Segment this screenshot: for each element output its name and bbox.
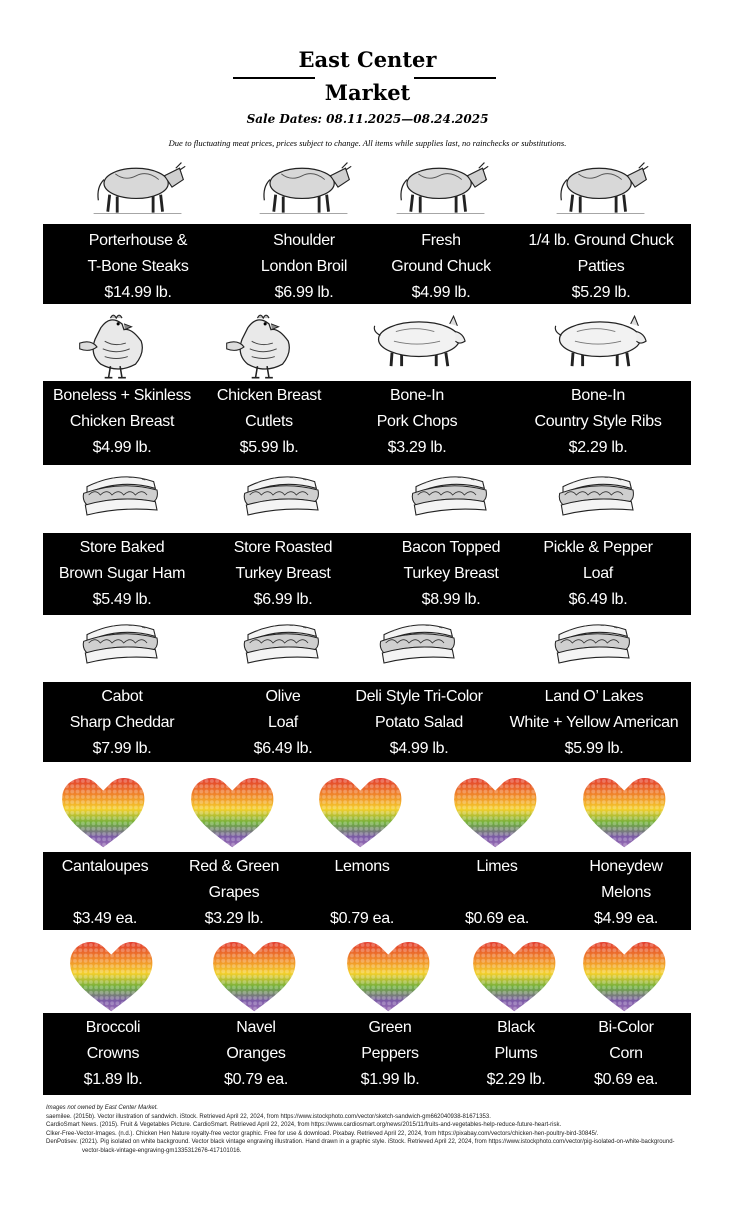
product-price: $1.89 lb. <box>83 1071 143 1088</box>
product-item <box>503 383 693 461</box>
heart-illustration <box>59 770 151 852</box>
product-name-line2: Turkey Breast <box>235 565 331 582</box>
store-title-line1: East Center <box>298 47 437 72</box>
sandwich-illustration <box>544 618 644 678</box>
cow-illustration <box>551 155 651 223</box>
heart-illustration <box>344 936 436 1014</box>
sandwich-illustration <box>233 618 333 678</box>
sandwich-illustration <box>401 470 501 530</box>
product-name-line1: Deli Style Tri-Color <box>355 688 483 705</box>
sandwich-illustration <box>548 470 648 530</box>
product-price: $0.69 ea. <box>464 910 530 927</box>
product-name-line1: Bone-In <box>571 387 625 404</box>
product-name-line2: Chicken Breast <box>69 413 175 430</box>
product-name-line1: Porterhouse & <box>88 232 188 249</box>
heart-illustration <box>451 770 543 852</box>
sandwich-illustration <box>72 470 172 530</box>
credits-heading: Images not owned by East Center Market. <box>46 1105 159 1111</box>
credit-entry: saemilee. (2015b). Vector illustration of sandwich. iStock. Retrieved April 22, 2024, from https://www.istockphoto.com/vector/sketch-sandwich-gm662040938-81671353. <box>46 1113 491 1120</box>
product-name-line1: Red & Green <box>188 858 280 875</box>
product-price: $0.79 ea. <box>223 1071 289 1088</box>
product-name-line1: Broccoli <box>85 1019 141 1036</box>
product-name-line1: Store Baked <box>79 539 165 556</box>
product-price: $3.29 lb. <box>387 439 447 456</box>
product-price: $5.99 lb. <box>239 439 299 456</box>
product-price: $0.69 ea. <box>593 1071 659 1088</box>
product-name-line2: London Broil <box>260 258 348 275</box>
product-name-line2: Oranges <box>226 1045 286 1062</box>
pig-illustration <box>548 309 648 381</box>
product-name-line1: Boneless + Skinless <box>53 387 191 404</box>
product-price: $3.29 lb. <box>204 910 264 927</box>
product-name-line1: Cabot <box>101 688 143 705</box>
product-name-line1: Bi-Color <box>598 1019 654 1036</box>
product-item <box>499 684 689 762</box>
product-name-line2: Ground Chuck <box>391 258 491 275</box>
product-item <box>188 535 378 613</box>
product-item <box>503 535 693 613</box>
image-credits <box>46 1104 696 1156</box>
product-price: $6.99 lb. <box>274 284 334 301</box>
heart-illustration <box>580 936 672 1014</box>
product-price: $6.49 lb. <box>253 740 313 757</box>
heart-illustration <box>470 936 562 1014</box>
product-name-line1: Cantaloupes <box>61 858 149 875</box>
product-item <box>324 684 514 762</box>
credit-entry: CardioSmart News. (2015). Fruit & Vegetables Picture. CardioSmart. Retrieved April 22, 2024, from https://www.cardiosmart.org/news/2015/11/fruits-and-vegetables-help-reduce-future-heart-risk. <box>46 1122 562 1129</box>
heart-illustration <box>316 770 408 852</box>
product-name-line1: Bone-In <box>390 387 444 404</box>
product-name-line1: Shoulder <box>273 232 335 249</box>
product-price: $1.99 lb. <box>360 1071 420 1088</box>
product-name-line2: Cutlets <box>245 413 293 430</box>
title-rule-left <box>233 77 315 79</box>
heart-illustration <box>210 936 302 1014</box>
product-price: $6.49 lb. <box>568 591 628 608</box>
cow-illustration <box>391 155 491 223</box>
product-price: $5.29 lb. <box>571 284 631 301</box>
product-name-line1: Pickle & Pepper <box>543 539 653 556</box>
product-price: $5.49 lb. <box>92 591 152 608</box>
product-name-line1: Green <box>368 1019 412 1036</box>
product-price: $4.99 lb. <box>389 740 449 757</box>
product-price: $4.99 ea. <box>593 910 659 927</box>
product-name-line2: Grapes <box>208 884 260 901</box>
product-name-line2: Peppers <box>361 1045 419 1062</box>
product-name-line2: Potato Salad <box>374 714 464 731</box>
product-name-line2: Country Style Ribs <box>534 413 662 430</box>
sandwich-illustration <box>233 470 333 530</box>
product-name-line2: Sharp Cheddar <box>69 714 175 731</box>
product-item <box>322 383 512 461</box>
sale-dates: Sale Dates: 08.11.2025—08.24.2025 <box>246 112 489 126</box>
product-name-line2: Loaf <box>268 714 298 731</box>
product-item <box>531 1015 721 1093</box>
product-name-line1: Black <box>497 1019 535 1036</box>
heart-illustration <box>188 770 280 852</box>
product-name-line2: Corn <box>609 1045 643 1062</box>
product-price: $14.99 lb. <box>104 284 172 301</box>
heart-illustration <box>67 936 159 1014</box>
product-name-line2: Turkey Breast <box>403 565 499 582</box>
credit-entry-continuation: vector-black-vintage-engraving-gm1335312676-417101016. <box>82 1147 242 1154</box>
product-name-line1: Lemons <box>334 858 390 875</box>
chicken-illustration <box>72 309 172 381</box>
product-item <box>43 228 233 306</box>
product-price: $8.99 lb. <box>421 591 481 608</box>
product-name-line2: Melons <box>601 884 651 901</box>
product-price: $6.99 lb. <box>253 591 313 608</box>
product-price: $5.99 lb. <box>564 740 624 757</box>
product-name-line2: T-Bone Steaks <box>87 258 189 275</box>
chicken-illustration <box>219 309 319 381</box>
credit-entry: Clker-Free-Vector-Images. (n.d.). Chicken Hen Nature royalty-free vector graphic. Free for use & download. Pixabay. Retrieved April 22, 2024, from https://pixabay.com/vectors/chicken-hen-poultry-bird-30845/. <box>46 1130 599 1137</box>
credit-entry: DenPotisev. (2021). Pig isolated on white background. Vector black vintage engraving illustration. Hand drawn in a graphic style. iStock. Retrieved April 22, 2024, from https://www.istockphoto.com/vector/pig-isolated-on-white-background- <box>46 1139 675 1146</box>
product-name-line1: 1/4 lb. Ground Chuck <box>528 232 674 249</box>
product-name-line1: Bacon Topped <box>401 539 501 556</box>
sandwich-illustration <box>369 618 469 678</box>
product-price: $2.29 lb. <box>568 439 628 456</box>
product-name-line1: Limes <box>476 858 518 875</box>
product-price: $7.99 lb. <box>92 740 152 757</box>
product-name-line1: Navel <box>236 1019 276 1036</box>
sandwich-illustration <box>72 618 172 678</box>
product-item <box>531 854 721 927</box>
product-item <box>506 228 696 306</box>
product-price: $4.99 lb. <box>92 439 152 456</box>
product-price: $2.29 lb. <box>486 1071 546 1088</box>
product-name-line2: Brown Sugar Ham <box>58 565 186 582</box>
product-name-line1: Land O’ Lakes <box>544 688 644 705</box>
product-name-line2: Crowns <box>86 1045 140 1062</box>
product-name-line1: Olive <box>265 688 301 705</box>
product-name-line2: Plums <box>494 1045 538 1062</box>
cow-illustration <box>254 155 354 223</box>
product-name-line2: Loaf <box>583 565 613 582</box>
product-name-line2: Patties <box>577 258 625 275</box>
store-title-line2: Market <box>324 80 411 105</box>
pig-illustration <box>367 309 467 381</box>
product-price: $4.99 lb. <box>411 284 471 301</box>
product-name-line2: Pork Chops <box>376 413 458 430</box>
heart-illustration <box>580 770 672 852</box>
product-price: $0.79 ea. <box>329 910 395 927</box>
disclaimer: Due to fluctuating meat prices, prices subject to change. All items while supplies last, no rainchecks or substitutions. <box>168 138 567 148</box>
cow-illustration <box>88 155 188 223</box>
product-name-line1: Honeydew <box>589 858 663 875</box>
title-rule-right <box>414 77 496 79</box>
product-name-line1: Store Roasted <box>233 539 333 556</box>
product-name-line1: Fresh <box>421 232 461 249</box>
product-name-line2: White + Yellow American <box>509 714 679 731</box>
product-price: $3.49 ea. <box>72 910 138 927</box>
product-name-line1: Chicken Breast <box>216 387 322 404</box>
